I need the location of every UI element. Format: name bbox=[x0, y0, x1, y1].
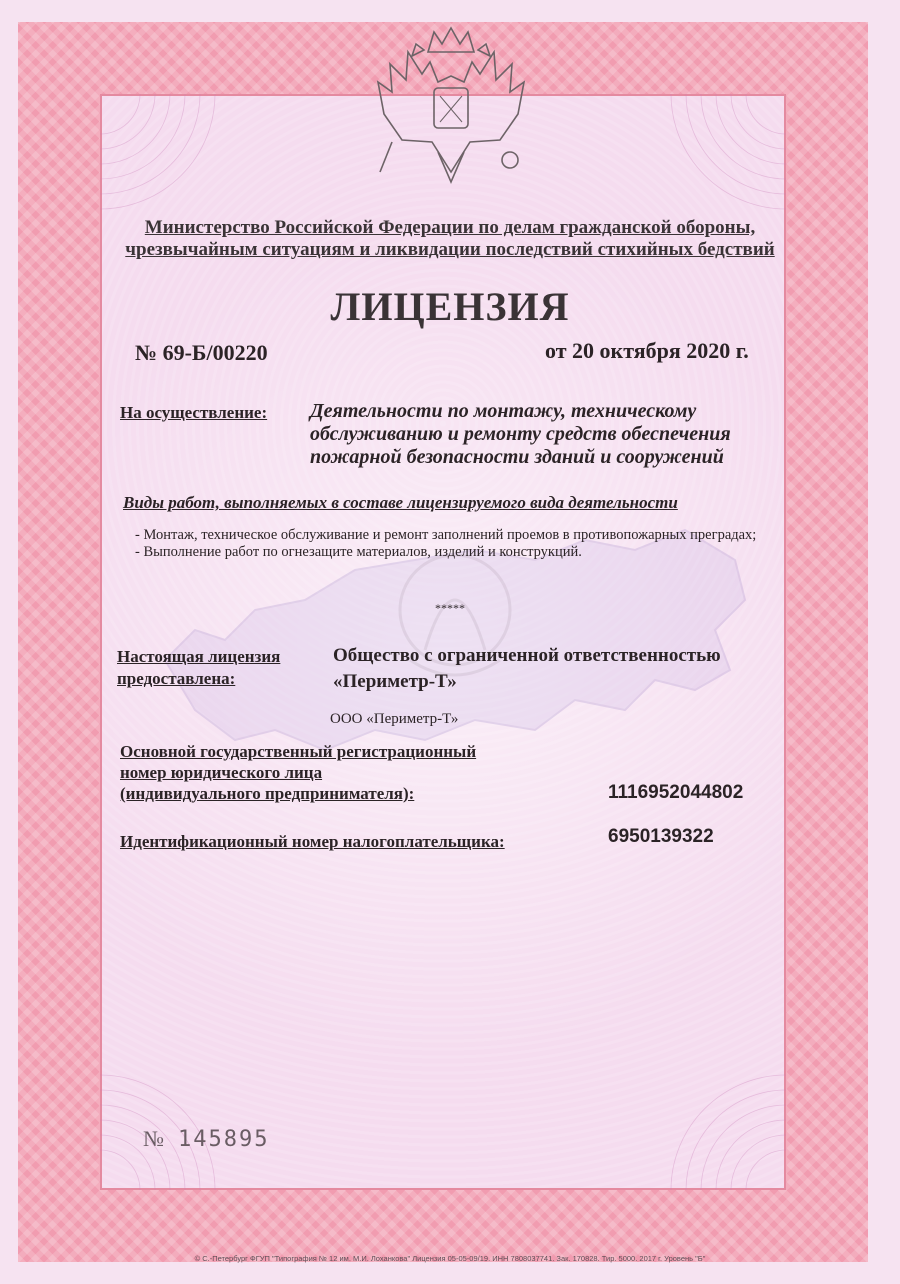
license-date: от 20 октября 2020 г. bbox=[545, 338, 749, 363]
activity-line-1: Деятельности по монтажу, техническому bbox=[310, 400, 697, 422]
guilloche-corner-bottom-left-icon bbox=[100, 1030, 260, 1190]
holder-label-line-1: Настоящая лицензия bbox=[117, 647, 281, 666]
activity-line-2: обслуживанию и ремонту средств обеспечения bbox=[310, 423, 731, 445]
serial-number: 145895 bbox=[178, 1127, 270, 1152]
holder-full-name bbox=[333, 643, 721, 695]
license-number: № 69-Б/00220 bbox=[135, 340, 268, 365]
inn-label: Идентификационный номер налогоплательщика: bbox=[120, 832, 505, 851]
holder-label bbox=[117, 646, 280, 690]
ogrn-value: 1116952044802 bbox=[608, 782, 744, 803]
holder-name-line-2: «Периметр-Т» bbox=[333, 671, 457, 692]
section-separator: ***** bbox=[435, 601, 465, 615]
ministry-line-1: Министерство Российской Федерации по делам гражданской обороны, bbox=[144, 217, 756, 238]
ogrn-label bbox=[120, 741, 476, 804]
blank-serial-number bbox=[143, 1126, 269, 1152]
works-heading: Виды работ, выполняемых в составе лицензируемого вида деятельности bbox=[123, 493, 678, 512]
works-list bbox=[135, 527, 775, 561]
printer-imprint: © С.-Петербург ФГУП "Типография № 12 им. М.И. Лоханкова" Лицензия 05-05-09/19. ИНН 7808037741. Зак. 170828. Тир. 5000. 2017 г. Уровень "Б" bbox=[194, 1254, 706, 1263]
ministry-header bbox=[100, 217, 800, 261]
activity-label: На осуществление: bbox=[120, 403, 268, 422]
guilloche-corner-bottom-right-icon bbox=[626, 1030, 786, 1190]
serial-prefix: № bbox=[143, 1126, 164, 1151]
ministry-line-2: чрезвычайным ситуациям и ликвидации последствий стихийных бедствий bbox=[125, 239, 775, 260]
russian-coat-of-arms-icon bbox=[372, 22, 530, 190]
works-item-2: - Выполнение работ по огнезащите материалов, изделий и конструкций. bbox=[135, 544, 582, 560]
holder-label-line-2: предоставлена: bbox=[117, 669, 236, 688]
activity-description bbox=[310, 400, 780, 469]
holder-short-name: ООО «Периметр-Т» bbox=[330, 711, 459, 727]
holder-name-line-1: Общество с ограниченной ответственностью bbox=[333, 645, 721, 666]
ogrn-label-line-3: (индивидуального предпринимателя): bbox=[120, 784, 415, 803]
document-title: ЛИЦЕНЗИЯ bbox=[330, 284, 570, 329]
works-item-1: - Монтаж, техническое обслуживание и ремонт заполнений проемов в противопожарных преградах; bbox=[135, 527, 757, 543]
ogrn-label-line-2: номер юридического лица bbox=[120, 763, 323, 782]
ogrn-label-line-1: Основной государственный регистрационный bbox=[120, 742, 477, 761]
activity-line-3: пожарной безопасности зданий и сооружений bbox=[310, 446, 724, 468]
inn-value: 6950139322 bbox=[608, 826, 714, 847]
